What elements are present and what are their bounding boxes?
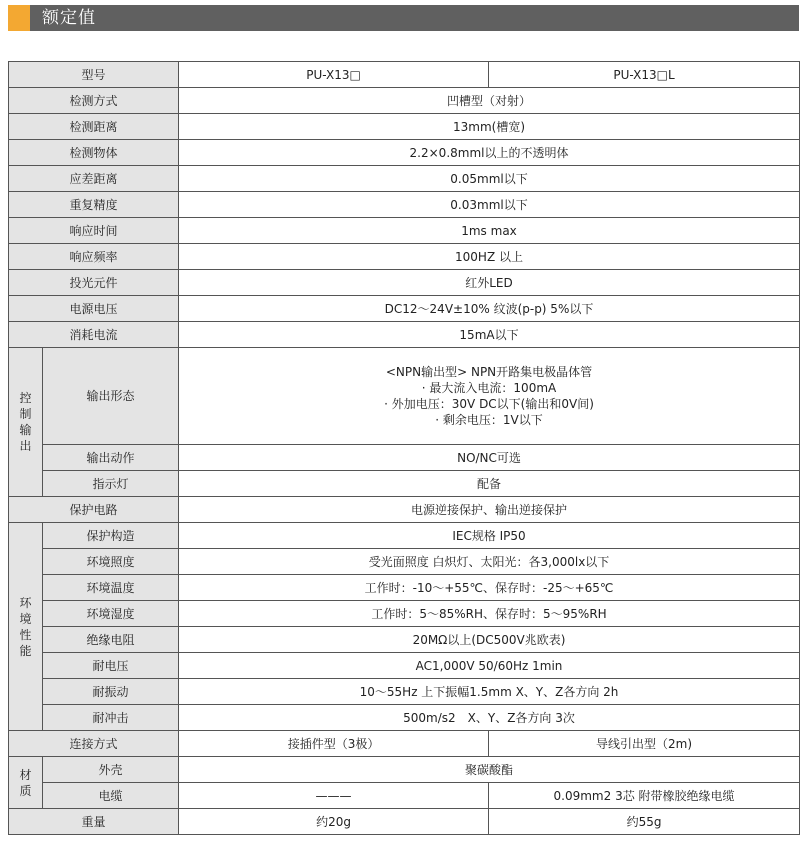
- table-row: [9, 445, 800, 471]
- table-row: [9, 270, 800, 296]
- table-row: [9, 244, 800, 270]
- row-value: 受光面照度 白炽灯、太阳光：各3,000lx以下: [179, 549, 800, 575]
- detail-line: <NPN输出型> NPN开路集电极晶体管: [385, 365, 593, 379]
- group-label-material: 材质: [9, 757, 43, 809]
- row-label: 检测距离: [9, 114, 179, 140]
- row-label: 外壳: [43, 757, 179, 783]
- model-a: PU-X13□: [179, 62, 489, 88]
- row-value: 10～55Hz 上下振幅1.5mm X、Y、Z各方向 2h: [179, 679, 800, 705]
- section-title: 额定值: [42, 8, 96, 28]
- table-row: [9, 757, 800, 783]
- row-label: 绝缘电阻: [43, 627, 179, 653]
- row-value: 电源逆接保护、输出逆接保护: [179, 497, 800, 523]
- row-label: 耐振动: [43, 679, 179, 705]
- row-label: 检测物体: [9, 140, 179, 166]
- table-row: [9, 523, 800, 549]
- row-value: 0.05mml以下: [179, 166, 800, 192]
- table-row: [9, 296, 800, 322]
- row-label: 型号: [9, 62, 179, 88]
- table-row: [9, 783, 800, 809]
- row-label: 保护电路: [9, 497, 179, 523]
- table-row: [9, 653, 800, 679]
- row-label: 投光元件: [9, 270, 179, 296]
- row-label: 应差距离: [9, 166, 179, 192]
- table-row: [9, 348, 800, 445]
- row-value: 0.03mml以下: [179, 192, 800, 218]
- row-value: 工作时：-10～+55℃、保存时：-25～+65℃: [179, 575, 800, 601]
- table-row: [9, 705, 800, 731]
- row-label: 环境湿度: [43, 601, 179, 627]
- table-row: [9, 497, 800, 523]
- row-value: 配备: [179, 471, 800, 497]
- table-row: [9, 140, 800, 166]
- model-b: PU-X13□L: [489, 62, 800, 88]
- row-value: 凹槽型（对射）: [179, 88, 800, 114]
- row-value: IEC规格 IP50: [179, 523, 800, 549]
- output-form-detail: [179, 348, 800, 445]
- row-value: 工作时：5～85%RH、保存时：5～95%RH: [179, 601, 800, 627]
- detail-line: · 外加电压：30V DC以下(输出和0V间): [384, 397, 594, 411]
- detail-line: · 最大流入电流：100mA: [421, 381, 557, 395]
- spec-table: [8, 61, 800, 835]
- row-value: 2.2×0.8mml以上的不透明体: [179, 140, 800, 166]
- row-label: 环境温度: [43, 575, 179, 601]
- row-value: 0.09mm2 3芯 附带橡胶绝缘电缆: [489, 783, 800, 809]
- row-value: 接插件型（3极）: [179, 731, 489, 757]
- detail-line: · 剩余电压：1V以下: [435, 413, 543, 427]
- row-label: 重量: [9, 809, 179, 835]
- table-row: [9, 62, 800, 88]
- row-value: 约55g: [489, 809, 800, 835]
- row-label: 连接方式: [9, 731, 179, 757]
- table-row: [9, 679, 800, 705]
- table-row: [9, 809, 800, 835]
- table-row: [9, 166, 800, 192]
- row-value: 约20g: [179, 809, 489, 835]
- row-label: 保护构造: [43, 523, 179, 549]
- row-value: 100HZ 以上: [179, 244, 800, 270]
- table-row: [9, 627, 800, 653]
- row-label: 重复精度: [9, 192, 179, 218]
- row-label: 响应频率: [9, 244, 179, 270]
- row-label: 响应时间: [9, 218, 179, 244]
- row-value: 500m/s2 X、Y、Z各方向 3次: [179, 705, 800, 731]
- table-row: [9, 322, 800, 348]
- table-row: [9, 88, 800, 114]
- row-value: NO/NC可选: [179, 445, 800, 471]
- accent-block: [8, 5, 30, 31]
- row-label: 输出形态: [43, 348, 179, 445]
- row-label: 耐冲击: [43, 705, 179, 731]
- row-label: 消耗电流: [9, 322, 179, 348]
- table-row: [9, 218, 800, 244]
- row-value: 导线引出型（2m): [489, 731, 800, 757]
- row-value: 红外LED: [179, 270, 800, 296]
- table-row: [9, 575, 800, 601]
- row-value: 聚碳酸酯: [179, 757, 800, 783]
- row-label: 输出动作: [43, 445, 179, 471]
- group-label-control-output: 控制输出: [9, 348, 43, 497]
- section-header: [8, 5, 799, 31]
- row-label: 电缆: [43, 783, 179, 809]
- row-label: 指示灯: [43, 471, 179, 497]
- table-row: [9, 192, 800, 218]
- row-label: 耐电压: [43, 653, 179, 679]
- row-value: 13mm(槽宽): [179, 114, 800, 140]
- table-row: [9, 471, 800, 497]
- row-label: 检测方式: [9, 88, 179, 114]
- table-row: [9, 549, 800, 575]
- row-value: DC12～24V±10% 纹波(p-p) 5%以下: [179, 296, 800, 322]
- table-row: [9, 601, 800, 627]
- table-row: [9, 114, 800, 140]
- row-value: ———: [179, 783, 489, 809]
- row-value: 15mA以下: [179, 322, 800, 348]
- row-label: 电源电压: [9, 296, 179, 322]
- table-row: [9, 731, 800, 757]
- row-label: 环境照度: [43, 549, 179, 575]
- row-value: 20MΩ以上(DC500V兆欧表): [179, 627, 800, 653]
- group-label-environment: 环境性能: [9, 523, 43, 731]
- row-value: AC1,000V 50/60Hz 1min: [179, 653, 800, 679]
- row-value: 1ms max: [179, 218, 800, 244]
